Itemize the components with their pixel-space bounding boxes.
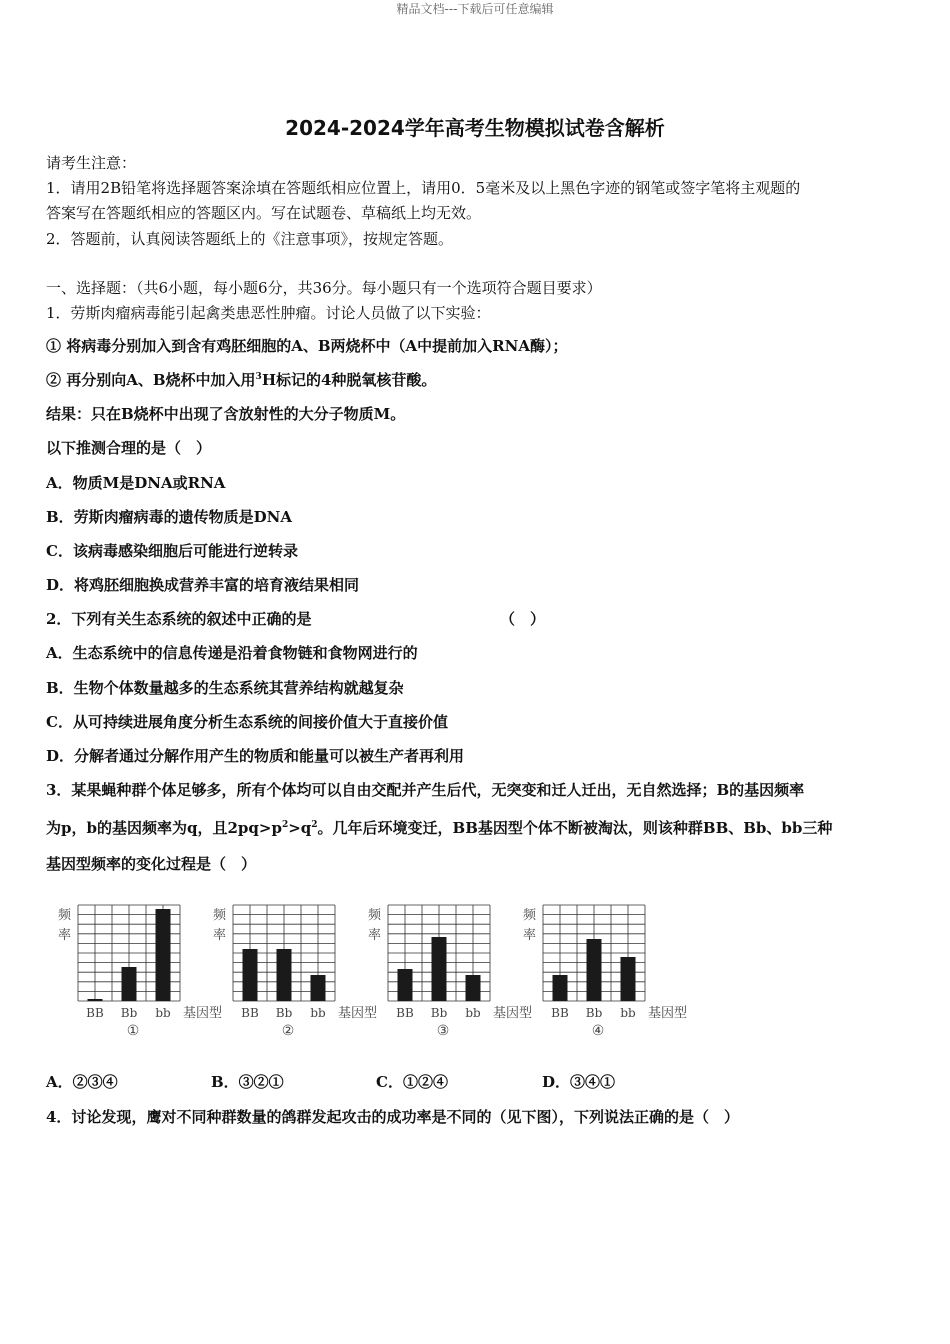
x-axis-label: 基因型: [648, 1006, 688, 1021]
x-tick-label: Bb: [275, 1006, 293, 1020]
y-axis-label-char: 频: [58, 908, 72, 923]
q1-option-d: D．将鸡胚细胞换成营养丰富的培育液结果相同: [46, 576, 360, 594]
x-tick-label: bb: [620, 1006, 636, 1020]
x-tick-label: bb: [465, 1006, 481, 1020]
y-axis-label-char: 频: [213, 908, 227, 923]
y-axis-label-char: 率: [213, 928, 227, 943]
x-tick-label: BB: [396, 1006, 414, 1020]
panel-label: ④: [591, 1023, 605, 1039]
x-tick-label: Bb: [430, 1006, 448, 1020]
chart-panel-1: [58, 905, 222, 1039]
chart-panel-2: [213, 905, 377, 1039]
notice-item1-line1: 1．请用2B铅笔将选择题答案涂填在答题纸相应位置上，请用0．5毫米及以上黑色字迹的钢笔或签字笔将主观题的: [46, 179, 801, 197]
q1-step2: [46, 369, 436, 390]
q1-stem: 1．劳斯肉瘤病毒能引起禽类患恶性肿瘤。讨论人员做了以下实验：: [46, 304, 491, 322]
q3-sup-1: 2: [281, 820, 289, 830]
bar-bb: [621, 957, 636, 1001]
q1-ask: 以下推测合理的是（ ）: [46, 439, 212, 457]
bar-bb: [156, 909, 171, 1001]
q3-line2: [46, 817, 832, 838]
y-axis-label-char: 率: [58, 928, 72, 943]
panel-label: ②: [281, 1023, 295, 1039]
q2-option-c: C．从可持续进展角度分析生态系统的间接价值大于直接价值: [46, 713, 448, 731]
q1-result: 结果：只在B烧杯中出现了含放射性的大分子物质M。: [46, 405, 406, 423]
y-axis-label-char: 率: [368, 928, 382, 943]
q2-stem: 2．下列有关生态系统的叙述中正确的是: [46, 610, 312, 628]
y-axis-label-char: 频: [523, 908, 537, 923]
q2-option-b: B．生物个体数量越多的生态系统其营养结构就越复杂: [46, 679, 404, 697]
q3-sup-2: 2: [311, 820, 318, 830]
bar-bb: [466, 975, 481, 1001]
bar-BB: [398, 969, 413, 1001]
q1-option-a: A．物质M是DNA或RNA: [46, 474, 226, 492]
q2-paren: （ ）: [500, 610, 546, 628]
q1-step2-sup: 3: [255, 372, 262, 382]
genotype-frequency-charts: [50, 895, 710, 1045]
bar-bb: [311, 975, 326, 1001]
bar-Bb: [587, 939, 602, 1001]
q3-option-d: D．③④①: [542, 1073, 616, 1091]
notice-item2: 2．答题前，认真阅读答题纸上的《注意事项》，按规定答题。: [46, 230, 454, 248]
bar-BB: [88, 999, 103, 1001]
q3-option-a: A．②③④: [46, 1073, 118, 1091]
bar-BB: [553, 975, 568, 1001]
page-title: 2024-2024学年高考生物模拟试卷含解析: [285, 116, 665, 140]
section-heading: 一、选择题：（共6小题，每小题6分，共36分。每小题只有一个选项符合题目要求）: [46, 279, 602, 297]
q4-stem: 4．讨论发现，鹰对不同种群数量的鸽群发起攻击的成功率是不同的（见下图），下列说法正确的是（ ）: [46, 1108, 739, 1126]
bar-Bb: [277, 949, 292, 1001]
y-axis-label-char: 频: [368, 908, 382, 923]
q1-step1: ① 将病毒分别加入到含有鸡胚细胞的A、B两烧杯中（A中提前加入RNA酶）；: [46, 337, 568, 355]
watermark: 精品文档---下载后可任意编辑: [396, 2, 554, 16]
bar-BB: [243, 949, 258, 1001]
notice-heading: 请考生注意：: [46, 154, 137, 172]
q1-step2-post: H标记的4种脱氧核苷酸。: [261, 371, 437, 389]
x-tick-label: BB: [241, 1006, 259, 1020]
chart-panel-4: [523, 905, 687, 1039]
y-axis-label-char: 率: [523, 928, 537, 943]
q3-line1: 3．某果蝇种群个体足够多，所有个体均可以自由交配并产生后代，无突变和迁人迁出，无自然选择；B的基因频率: [46, 781, 805, 799]
x-tick-label: bb: [155, 1006, 171, 1020]
chart-panel-3: [368, 905, 532, 1039]
panel-label: ①: [126, 1023, 140, 1039]
q2-option-d: D．分解者通过分解作用产生的物质和能量可以被生产者再利用: [46, 747, 465, 765]
q3-line3: 基因型频率的变化过程是（ ）: [46, 855, 257, 873]
q3-option-c: C．①②④: [376, 1073, 448, 1091]
x-tick-label: Bb: [585, 1006, 603, 1020]
bar-Bb: [432, 937, 447, 1001]
x-axis-label: 基因型: [338, 1006, 378, 1021]
notice-item1-line2: 答案写在答题纸相应的答题区内。写在试题卷、草稿纸上均无效。: [46, 204, 482, 222]
x-axis-label: 基因型: [183, 1006, 223, 1021]
bar-Bb: [122, 967, 137, 1001]
x-axis-label: 基因型: [493, 1006, 533, 1021]
q1-step2-pre: ② 再分别向A、B烧杯中加入用: [46, 371, 256, 389]
q2-option-a: A．生态系统中的信息传递是沿着食物链和食物网进行的: [46, 644, 418, 662]
x-tick-label: BB: [86, 1006, 104, 1020]
q1-option-b: B．劳斯肉瘤病毒的遗传物质是DNA: [46, 508, 293, 526]
q1-option-c: C．该病毒感染细胞后可能进行逆转录: [46, 542, 298, 560]
x-tick-label: Bb: [120, 1006, 138, 1020]
q3-option-b: B．③②①: [211, 1073, 284, 1091]
x-tick-label: bb: [310, 1006, 326, 1020]
x-tick-label: BB: [551, 1006, 569, 1020]
q3-line2-c: 。几年后环境变迁，BB基因型个体不断被淘汰，则该种群BB、Bb、bb三种: [317, 819, 833, 837]
q3-line2-b: >q: [288, 819, 312, 837]
q3-line2-a: 为p，b的基因频率为q，且2pq>p: [46, 819, 282, 837]
panel-label: ③: [436, 1023, 450, 1039]
